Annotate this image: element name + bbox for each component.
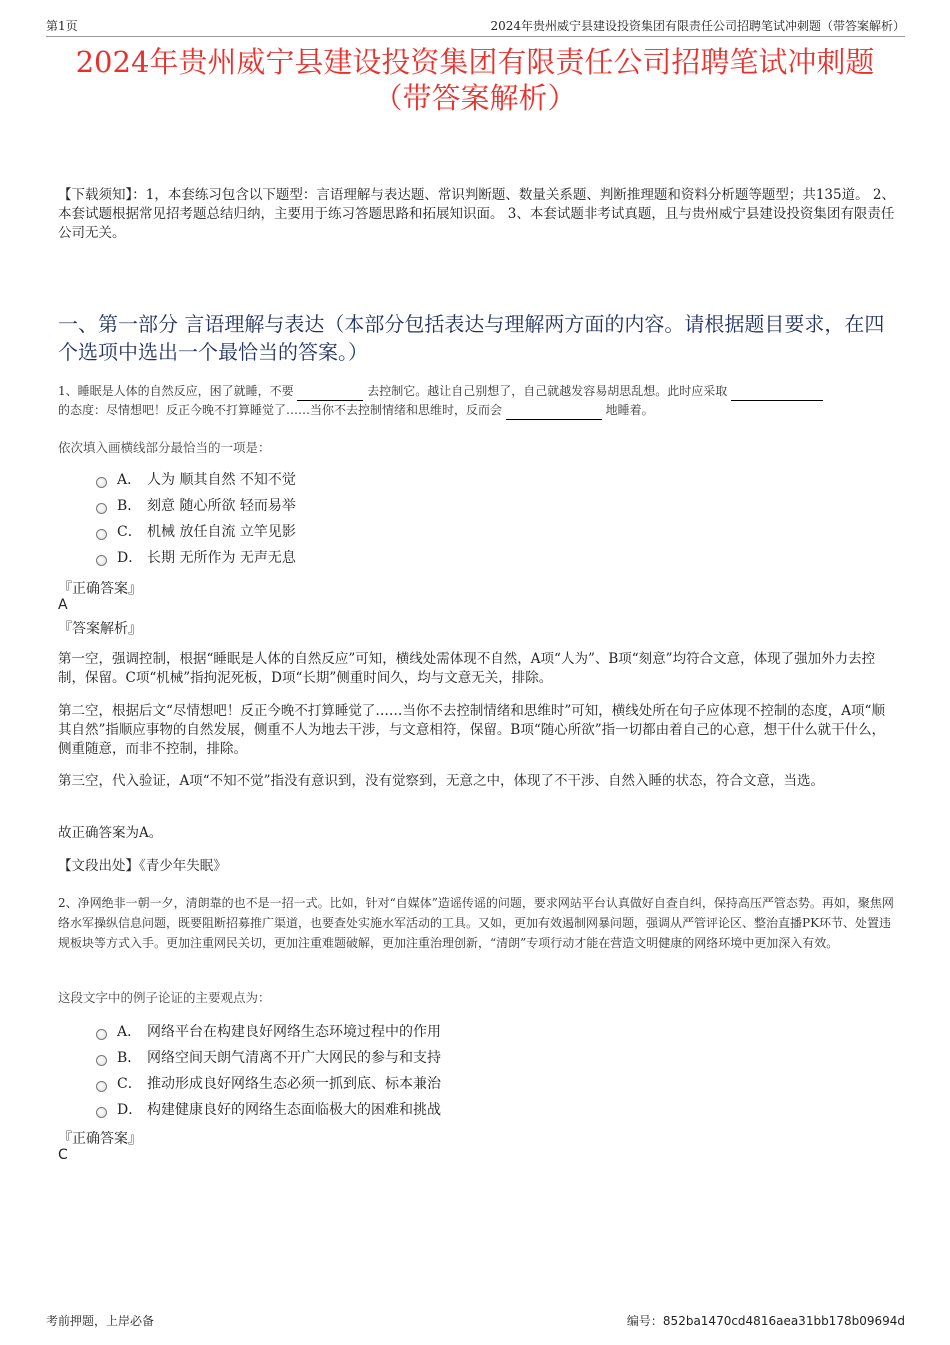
option-letter: C． [117,524,142,540]
q1-blank-2 [731,386,823,401]
page-number: 第1页 [46,19,78,33]
q1-option-a[interactable] [96,466,296,492]
title-line-2: （带答案解析） [373,81,577,115]
section-heading: 一、第一部分 言语理解与表达（本部分包括表达与理解两方面的内容。请根据题目要求，在四个选项中选出一个最恰当的答案。） [58,312,885,364]
q1-option-b[interactable] [96,492,296,518]
q1-options [96,466,296,570]
option-text: 网络平台在构建良好网络生态环境过程中的作用 [147,1024,441,1040]
q1-blank-3 [506,405,602,420]
q1-text-c: 的态度：尽情想吧！反正今晚不打算睡觉了……当你不去控制情绪和思维时，反而会 [58,403,503,417]
footer-code [627,1312,905,1329]
option-letter: A． [117,472,142,488]
q1-text-a: 1、睡眠是人体的自然反应，困了就睡，不要 [58,384,294,398]
download-notice: 【下载须知】：1，本套练习包含以下题型：言语理解与表达题、常识判断题、数量关系题、判断推理题和资料分析题等题型；共135道。 2、本套试题根据常见招考题总结归纳，主要用于练习答题思路和拓展知识面。 3、本套试题非考试真题，且与贵州威宁县建设投资集团有限责任公司无关。 [58,187,895,241]
page-header [46,14,905,37]
q1-analysis-2: 第二空，根据后文“尽情想吧！反正今晚不打算睡觉了……当你不去控制情绪和思维时”可知，横线处所在句子应体现不控制的态度，A项“顺其自然”指顺应事物的自然发展，侧重不人为地去干涉，与文意相符，保留。B项“随心所欲”指一切都由着自己的心意，想干什么就干什么，侧重随意，而非不控制，排除。 [58,703,886,757]
q1-prompt: 依次填入画横线部分最恰当的一项是： [58,440,271,455]
option-text: 刻意 随心所欲 轻而易举 [147,498,296,514]
q2-option-d[interactable] [96,1096,441,1122]
option-text: 长期 无所作为 无声无息 [147,550,296,566]
q1-option-d[interactable] [96,544,296,570]
option-letter: C． [117,1076,142,1092]
option-text: 网络空间天朗气清离不开广大网民的参与和支持 [147,1050,441,1066]
q2-answer: C [58,1147,68,1163]
q1-answer: A [58,597,68,613]
q1-text-d: 地睡着。 [605,403,654,417]
q1-analysis-1: 第一空，强调控制，根据“睡眠是人体的自然反应”可知，横线处需体现不自然，A项“人为”、B项“刻意”均符合文意，体现了强加外力去控制，保留。C项“机械”指拘泥死板，D项“长期”侧重时间久，均与文意无关，排除。 [58,651,876,686]
radio-icon[interactable] [96,1055,107,1066]
option-letter: B． [117,498,142,514]
question-2-stem: 2、净网绝非一朝一夕，清朗靠的也不是一招一式。比如，针对“自媒体”造谣传谣的问题，要求网站平台认真做好自查自纠，保持高压严管态势。再如，聚焦网络水军操纵信息问题，既要阻断招募推广渠道，也要查处实施水军活动的工具。又如，更加有效遏制网暴问题，强调从严管评论区、整治直播PK环节、处置违规板块等方式入手。更加注重网民关切，更加注重难题破解，更加注重治理创新，“清朗”专项行动才能在营造文明健康的网络环境中更加深入有效。 [58,896,894,950]
title-line-1: 2024年贵州威宁县建设投资集团有限责任公司招聘笔试冲刺题 [75,45,875,79]
q2-answer-label: 『正确答案』 [58,1131,142,1147]
footer-code-value: 852ba1470cd4816aea31bb178b09694d [662,1314,905,1328]
q1-option-c[interactable] [96,518,296,544]
option-letter: A． [117,1024,142,1040]
radio-icon[interactable] [96,1029,107,1040]
radio-icon[interactable] [96,503,107,514]
footer-code-label: 编号： [626,1314,663,1328]
q1-text-b: 去控制它。越让自己别想了，自己就越发容易胡思乱想。此时应采取 [367,384,728,398]
radio-icon[interactable] [96,1107,107,1118]
option-text: 机械 放任自流 立竿见影 [147,524,296,540]
q2-option-a[interactable] [96,1018,441,1044]
option-letter: D． [117,550,143,566]
option-letter: D． [117,1102,143,1118]
page-footer [46,1312,905,1329]
option-text: 推动形成良好网络生态必须一抓到底、标本兼治 [147,1076,441,1092]
radio-icon[interactable] [96,477,107,488]
option-letter: B． [117,1050,142,1066]
q2-prompt: 这段文字中的例子论证的主要观点为： [58,990,271,1005]
q2-options [96,1018,441,1122]
document-title [0,44,950,116]
question-1-stem [58,382,898,420]
radio-icon[interactable] [96,1081,107,1092]
radio-icon[interactable] [96,529,107,540]
q1-analysis-3: 第三空，代入验证，A项“不知不觉”指没有意识到，没有觉察到，无意之中，体现了不干涉、自然入睡的状态，符合文意，当选。 [58,773,825,789]
q2-option-b[interactable] [96,1044,441,1070]
q1-blank-1 [297,386,363,401]
option-text: 人为 顺其自然 不知不觉 [147,472,296,488]
header-doc-title: 2024年贵州威宁县建设投资集团有限责任公司招聘笔试冲刺题（带答案解析） [490,19,905,33]
q1-source: 【文段出处】《青少年失眠》 [58,858,227,874]
q1-answer-label: 『正确答案』 [58,581,142,597]
q1-analysis-label: 『答案解析』 [58,621,142,637]
q2-option-c[interactable] [96,1070,441,1096]
radio-icon[interactable] [96,555,107,566]
option-text: 构建健康良好的网络生态面临极大的困难和挑战 [147,1102,441,1118]
q1-analysis-4: 故正确答案为A。 [58,825,163,841]
footer-slogan: 考前押题，上岸必备 [46,1314,155,1328]
